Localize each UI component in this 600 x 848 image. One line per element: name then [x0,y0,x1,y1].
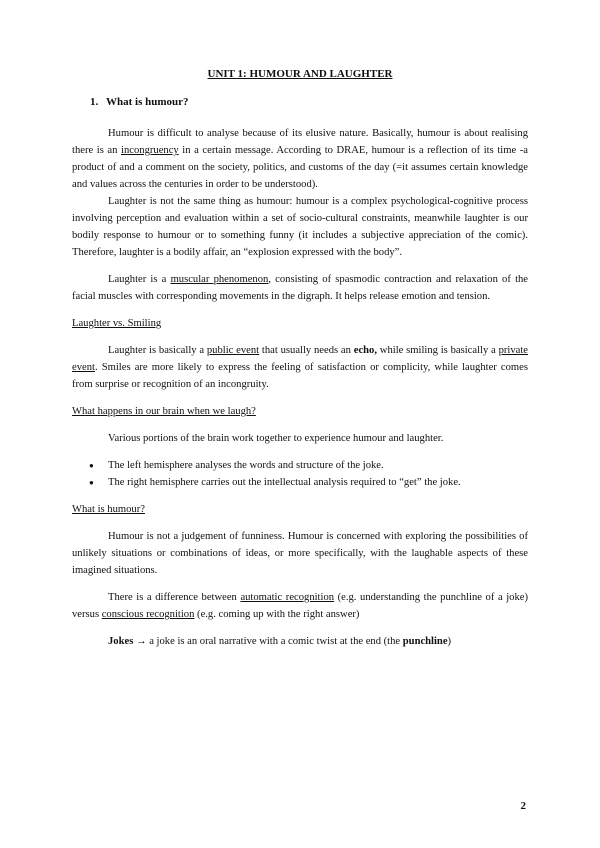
text-run: that usually needs an [259,345,354,356]
subheading-brain: What happens in our brain when we laugh? [72,406,256,417]
list-item-text: The left hemisphere analyses the words and structure of the joke. [108,460,384,471]
bullet-list [72,457,528,491]
text-run: . Smiles are more likely to express the feeling of satisfaction or complicity, while laughter comes from surprise or recognition of an incongruity. [72,362,528,390]
subheading-laughter-vs-smiling: Laughter vs. Smiling [72,318,162,329]
bold-term: Jokes [108,636,134,647]
text-run: Laughter is a [108,274,171,285]
text-run: There is a difference between [108,592,241,603]
underlined-term: automatic recognition [240,592,335,603]
paragraph-jokes [72,633,528,650]
list-item [72,457,528,474]
underlined-term: private event [72,345,528,373]
underlined-term: muscular phenomenon [170,274,269,285]
text-run: Humour is difficult to analyse because of its elusive nature. Basically, humour is about realising there is an [72,128,528,156]
text-run: in a certain message. According to DRAE, humour is a reflection of its time -a product of and a comment on the society, politics, and customs of the day (=it assumes certain knowledge and values across the centuries in order to be understood). [72,145,528,190]
paragraph-funniness: Humour is not a judgement of funniness. Humour is concerned with exploring the possibilities of unlikely situations or combinations of ideas, or more specifically, with the laughable aspects of these imagined situations. [72,531,528,576]
text-run: Laughter is basically a [108,345,207,356]
page-number: 2 [520,800,526,812]
text-run: (e.g. coming up with the right answer) [194,609,360,620]
text-run: while smiling is basically a [377,345,499,356]
paragraph-humour-definition [72,125,528,193]
paragraph-laughter-vs-humour: Laughter is not the same thing as humour: humour is a complex psychological-cognitive process involving perception and evaluation within a set of socio-cultural constraints, meanwhile laughter is our bodily response to humour or to something funny (it includes a subjective appreciation of the comic). Therefore, laughter is a bodily affair, an “explosion expressed with the body”. [72,196,528,258]
bullet-icon: ● [89,461,94,470]
text-run: → a joke is an oral narrative with a comic twist at the end (the [133,636,403,647]
list-item-text: The right hemisphere carries out the intellectual analysis required to “get” the joke. [108,477,461,488]
section-title: What is humour? [106,96,189,108]
document-body [72,66,528,650]
paragraph-public-private-event [72,342,528,393]
section-number: 1. [90,96,99,108]
bold-term: punchline [402,636,448,647]
section-heading [90,94,528,111]
bullet-icon: ● [89,478,94,487]
paragraph-muscular-phenomenon [72,271,528,305]
underlined-term: public event [206,345,260,356]
bold-term: echo, [353,345,377,356]
list-item [72,474,528,491]
text-run: (e.g. understanding the punchline of a joke) versus [72,592,528,620]
underlined-term: incongruency [121,145,179,156]
underlined-term: conscious recognition [101,609,195,620]
subheading-what-is-humour: What is humour? [72,504,145,515]
page-title: UNIT 1: HUMOUR AND LAUGHTER [207,68,393,80]
paragraph-brain-portions: Various portions of the brain work together to experience humour and laughter. [108,433,444,444]
text-run: ) [447,636,452,647]
paragraph-recognition [72,589,528,623]
text-run: , consisting of spasmodic contraction and relaxation of the facial muscles with corresponding movements in the digraph. It helps release emotion and tension. [72,274,529,302]
